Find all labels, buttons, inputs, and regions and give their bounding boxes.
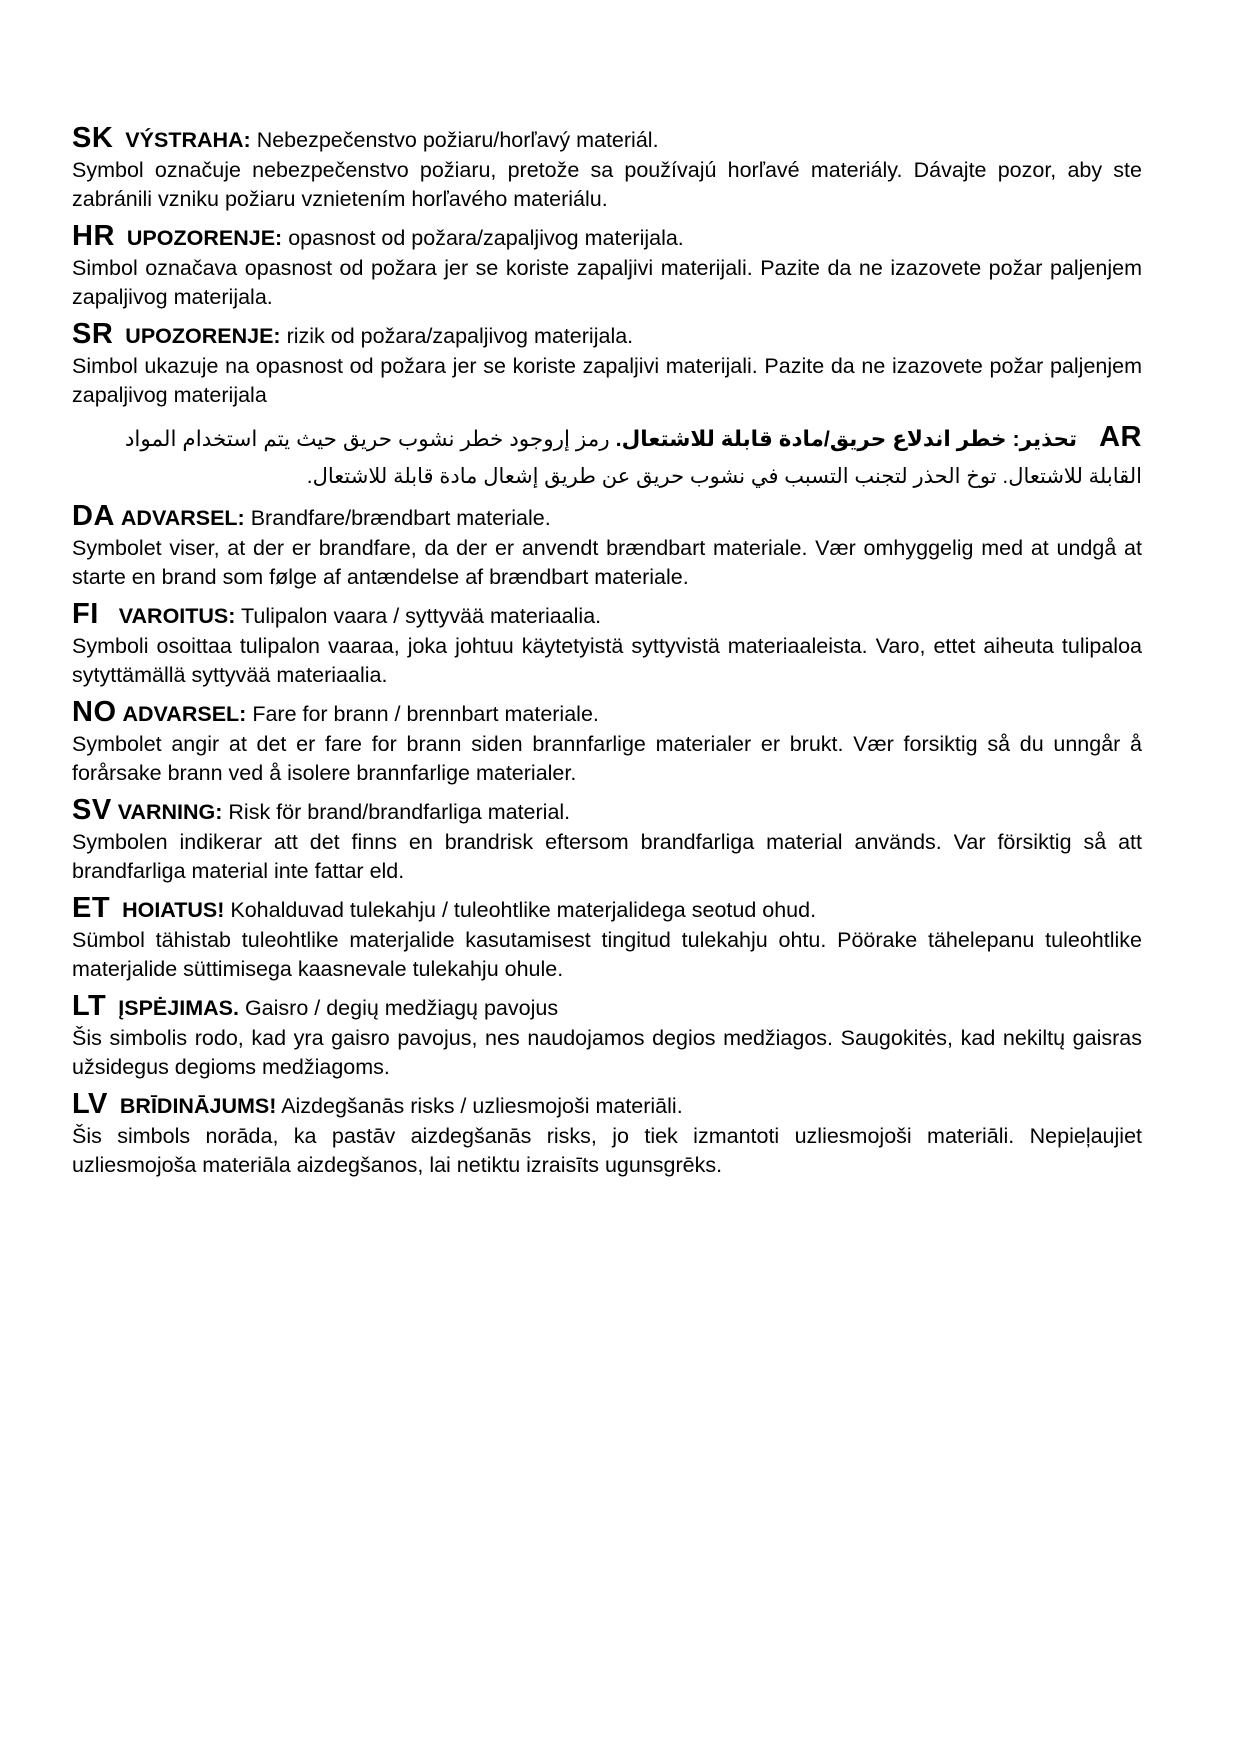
warning-title: Gaisro / degių medžiagų pavojus — [244, 996, 559, 1020]
section-da — [72, 500, 1142, 592]
section-sk — [72, 122, 1142, 214]
warning-keyword: ADVARSEL: — [120, 506, 245, 530]
warning-keyword: ADVARSEL: — [122, 702, 247, 726]
warning-text: Symbolen indikerar att det finns en brandrisk eftersom brandfarliga material används. Var försiktig så att brandfarliga material inte fattar eld. — [72, 830, 1142, 883]
language-code: LV — [72, 1088, 108, 1120]
section-no — [72, 696, 1142, 788]
section-heading — [72, 122, 1142, 156]
section-fi — [72, 598, 1142, 690]
section-lv — [72, 1088, 1142, 1180]
language-code: SR — [72, 318, 114, 350]
warning-text: Šis simbolis rodo, kad yra gaisro pavojus, nes naudojamos degios medžiagos. Saugokitės, kad nekiltų gaisras užsidegus degioms medžiagoms. — [72, 1026, 1142, 1079]
warning-title: Brandfare/brændbart materiale. — [250, 506, 551, 530]
warning-title: rizik od požara/zapaljivog materijala. — [286, 324, 634, 348]
section-heading — [72, 990, 1142, 1024]
warning-title: Risk för brand/brandfarliga material. — [228, 800, 571, 824]
section-heading — [72, 500, 1142, 534]
document-page — [72, 122, 1142, 1186]
section-et — [72, 892, 1142, 984]
warning-title: Kohalduvad tulekahju / tuleohtlike materjalidega seotud ohud. — [230, 898, 817, 922]
warning-title: Nebezpečenstvo požiaru/horľavý materiál. — [256, 128, 659, 152]
warning-keyword: HOIATUS! — [122, 898, 225, 922]
warning-keyword: VÝSTRAHA: — [125, 128, 251, 152]
section-hr — [72, 220, 1142, 312]
warning-keyword: تحذير: خطر اندلاع حريق/مادة قابلة للاشتعال. — [615, 427, 1078, 451]
section-heading — [72, 696, 1142, 730]
warning-title: Tulipalon vaara / syttyvää materiaalia. — [241, 604, 602, 628]
language-code: SK — [72, 122, 114, 154]
warning-keyword: UPOZORENJE: — [126, 226, 283, 250]
section-heading — [72, 794, 1142, 828]
warning-text: القابلة للاشتعال. توخ الحذر لتجنب التسبب في نشوب حريق عن طريق إشعال مادة قابلة للاشتعال. — [306, 465, 1142, 488]
warning-keyword: VAROITUS: — [118, 604, 236, 628]
warning-title: Aizdegšanās risks / uzliesmojoši materiāli. — [281, 1094, 683, 1118]
warning-text: Simbol ukazuje na opasnost od požara jer se koriste zapaljivi materijali. Pazite da ne izazovete požar paljenjem zapaljivog materijala — [72, 354, 1142, 407]
section-sv — [72, 794, 1142, 886]
warning-text: Symbol označuje nebezpečenstvo požiaru, pretože sa používajú horľavé materiály. Dávajte pozor, aby ste zabránili vzniku požiaru vznietením horľavého materiálu. — [72, 158, 1142, 211]
section-sr — [72, 318, 1142, 410]
warning-text: Šis simbols norāda, ka pastāv aizdegšanās risks, jo tiek izmantoti uzliesmojoši materiāli. Nepieļaujiet uzliesmojoša materiāla aizdegšanos, lai netiktu izraisīts ugunsgrēks. — [72, 1124, 1142, 1177]
section-heading — [72, 892, 1142, 926]
warning-text: Simbol označava opasnost od požara jer se koriste zapaljivi materijali. Pazite da ne izazovete požar paljenjem zapaljivog materijala. — [72, 256, 1142, 309]
section-heading — [72, 318, 1142, 352]
language-code: DA — [72, 500, 115, 532]
language-code: SV — [72, 794, 112, 826]
warning-text: Symboli osoittaa tulipalon vaaraa, joka johtuu käytetyistä syttyvistä materiaaleista. Varo, ettet aiheuta tulipaloa sytyttämällä syttyvää materiaalia. — [72, 634, 1142, 687]
language-code: ET — [72, 892, 111, 924]
section-lt — [72, 990, 1142, 1082]
language-code: FI — [72, 598, 99, 630]
section-heading — [72, 220, 1142, 254]
section-heading — [72, 598, 1142, 632]
warning-keyword: UPOZORENJE: — [125, 324, 281, 348]
section-ar — [72, 416, 1142, 494]
warning-title: opasnost od požara/zapaljivog materijala. — [288, 226, 684, 250]
section-heading — [72, 1088, 1142, 1122]
warning-title: رمز إروجود خطر نشوب حريق حيث يتم استخدام المواد — [124, 427, 610, 451]
language-code: AR — [1099, 421, 1142, 453]
warning-text: Sümbol tähistab tuleohtlike materjalide kasutamisest tingitud tulekahju ohtu. Pöörake tähelepanu tuleohtlike materjalide süttimisega kaasnevale tulekahju ohule. — [72, 928, 1142, 981]
warning-text: Symbolet angir at det er fare for brann siden brannfarlige materialer er brukt. Vær forsiktig så du unngår å forårsake brann ved å isolere brannfarlige materialer. — [72, 732, 1142, 785]
language-code: LT — [72, 990, 107, 1022]
language-code: NO — [72, 696, 117, 728]
warning-text: Symbolet viser, at der er brandfare, da der er anvendt brændbart materiale. Vær omhyggelig med at undgå at starte en brand som følge af antændelse af brændbart materiale. — [72, 536, 1142, 589]
language-code: HR — [72, 220, 115, 252]
warning-keyword: VARNING: — [117, 800, 223, 824]
warning-keyword: ĮSPĖJIMAS. — [118, 996, 239, 1020]
warning-keyword: BRĪDINĀJUMS! — [119, 1094, 277, 1118]
section-heading — [72, 416, 1142, 460]
warning-title: Fare for brann / brennbart materiale. — [252, 702, 599, 726]
